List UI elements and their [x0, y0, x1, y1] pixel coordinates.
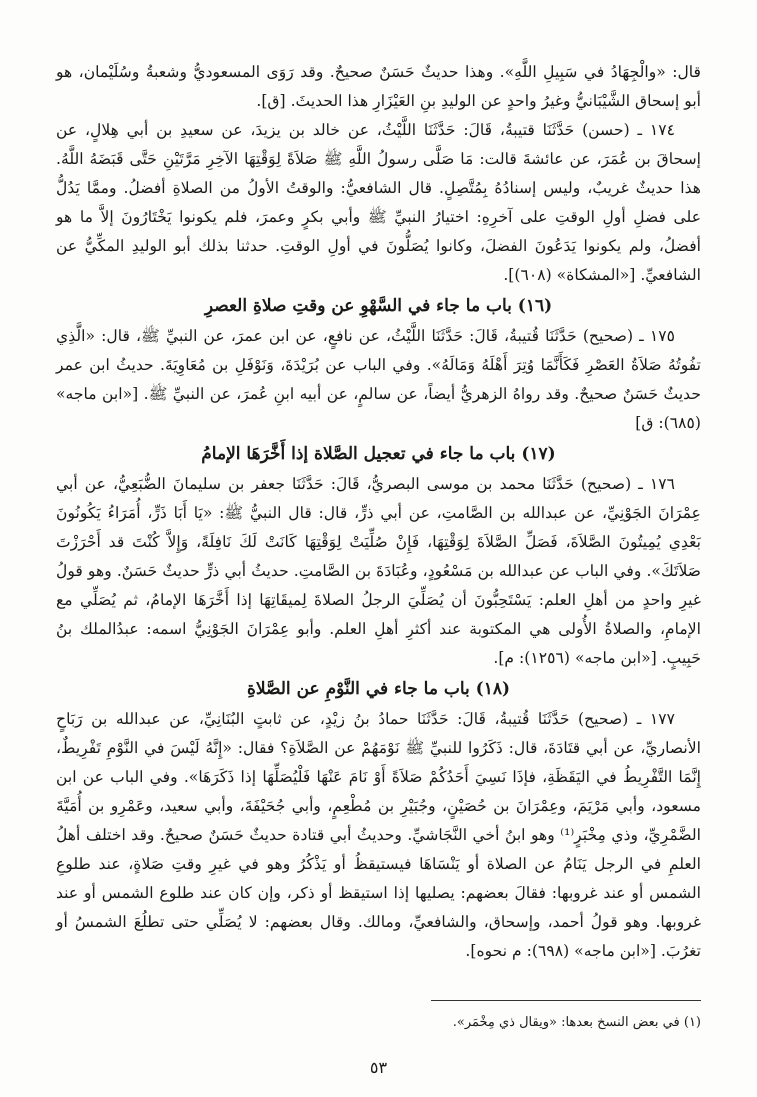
footnote-divider — [431, 1000, 701, 1001]
chapter-heading-16: (١٦) باب ما جاء في السَّهْوِ عن وقتِ صلاةِ العصرِ — [204, 296, 553, 316]
hadith-175: ١٧٥ ـ (صحيح) حَدَّثَنَا قُتيبةُ، قَالَ: حَدَّثَنَا اللَّيْثُ، عن نافعٍ، عن ابن عمرَ، عن النبيِّ ﷺ، قال: «الَّذِي تفُوتُهُ صَلاَةُ العَصْرِ فَكَأَنَّمَا وُتِرَ أَهْلَهُ وَمَالَهُ». وفي الباب عن بُرَيْدَةَ، وَنَوْفَلِ بن مُعَاوِيَةَ. حديثُ ابن عمر حديثٌ حَسَنٌ صحيحٌ. وقد رواهُ الزهريُّ أيضاً، عن سالمٍ، عن أبيه ابنِ عُمرَ، عن النبيِّ ﷺ. [«ابن ماجه» (٦٨٥): ق] — [56, 327, 701, 432]
paragraph-intro: قال: «والْجِهَادُ في سَبِيلِ اللَّهِ». وهذا حديثٌ حَسَنٌ صحيحٌ. وقد رَوَى المسعوديُّ وشعبةُ وسُلَيْمان، هو أبو إسحاق الشَّيْبَانيُّ وغيرُ واحدٍ عن الوليدِ بنِ العَيْزَارِ هذا الحديثَ. [ق]. — [56, 63, 701, 110]
hadith-174: ١٧٤ ـ (حسن) حَدَّثَنَا قتيبةُ، قَالَ: حَدَّثَنَا اللَّيْثُ، عن خالد بن يزيدَ، عن سعيدِ بن أبي هِلالٍ، عن إسحاقَ بن عُمَرَ، عن عائشةَ قالت: مَا صَلَّى رسولُ اللَّهِ ﷺ صَلاَةً لِوَقْتِهَا الآخِرِ مَرَّتَيْنِ حَتَّى قَبَضَهُ اللَّهُ. هذا حديثٌ غريبٌ، وليس إسنادُهُ بِمُتَّصِلٍ. قال الشافعيُّ: والوقتُ الأولُ من الصلاةِ أفضلُ. وممَّا يَدُلُّ على فضلِ أولِ الوقتِ على آخرِهِ: اختيارُ النبيِّ ﷺ وأبي بكرٍ وعمرَ، فلم يكونوا يَخْتَارُونَ إلاَّ ما هو أفضلُ، ولم يكونوا يَدَعُونَ الفضلَ، وكانوا يُصَلُّونَ في أولِ الوقتِ. حدثنا بذلك أبو الوليدِ المكِّيُّ عن الشافعيِّ. [«المشكاة» (٦٠٨)]. — [56, 121, 701, 284]
chapter-heading-17: (١٧) باب ما جاء في تعجيل الصَّلاة إذا أَخَّرَهَا الإمامُ — [201, 444, 556, 464]
hadith-176: ١٧٦ ـ (صحيح) حَدَّثَنَا محمد بن موسى البصريُّ، قَالَ: حَدَّثَنَا جعفر بن سليمانَ الضُّبَعِيُّ، عن أبي عِمْرَانَ الجَوْنِيِّ، عن عبدالله بن الصَّامتِ، عن أبي ذرٍّ، قال: قال النبيُّ ﷺ: «يَا أَبَا ذَرٍّ، أُمَرَاءُ يَكُونُونَ بَعْدِي يُمِيتُونَ الصَّلاَةَ، فَصَلِّ الصَّلاَةَ لِوَقْتِهَا، فَإِنْ صُلِّيَتْ لِوَقْتِهَا كَانَتْ لَكَ نَافِلَةً، وَإِلاَّ كُنْتَ قد أَحْرَزْتَ صَلاَتَكَ». وفي الباب عن عبدالله بن مَسْعُودٍ، وعُبَادَةَ بن الصَّامتِ. حديثُ أبي ذرٍّ حديثٌ حَسَنٌ. وهو قولُ غيرِ واحدٍ من أهلِ العلم: يَسْتَحِبُّونَ أن يُصَلِّيَ الرجلُ الصلاةَ لِميقَاتِهَا إذا أَخَّرَهَا الإمامُ، ثم يُصَلِّي مع الإمامِ، والصلاةُ الأُولى هي المكتوبة عند أكثرِ أهلِ العلم. وأبو عِمْرَانَ الجَوْنِيُّ اسمه: عبدُالملك بنُ حَبِيبٍ. [«ابن ماجه» (١٢٥٦): م]. — [56, 475, 701, 667]
footnote: (١) في بعض النسخ بعدها: «ويقال ذي مِخْمَر». — [452, 1015, 701, 1030]
hadith-177: ١٧٧ ـ (صحيح) حَدَّثَنَا قُتيبةُ، قَالَ: حَدَّثَنَا حمادُ بنُ زيْدٍ، عن ثابتٍ البُنَانِيِّ، عن عبدالله بن رَبَاحٍ الأنصاريِّ، عن أبي قتَادَةَ، قال: ذَكَرُوا للنبيِّ ﷺ نَوْمَهُمْ عن الصَّلاَةِ؟ فقال: «إِنَّهُ لَيْسَ في النَّوْمِ تَفْرِيطٌ، إِنَّمَا التَّفْرِيطُ في اليَقَظَةِ، فإذَا نَسِيَ أَحَدُكُمْ صَلاَةً أَوْ نَامَ عَنْهَا فَلْيُصَلِّهَا إذا ذَكَرَهَا». وفي الباب عن ابن مسعود، وأبي مَرْيَمَ، وعِمْرَانَ بن حُصَيْنٍ، وجُبَيْرِ بن مُطْعِمٍ، وأبي جُحَيْفَةَ، وأبي سعيد، وعَمْرِو بن أُمَيَّةَ الضَّمْرِيِّ، وذي مِخْبَرٍ⁽¹⁾ وهو ابنُ أخي النَّجَاشيِّ. وحديثُ أبي قتادة حديثٌ حَسَنٌ صحيحٌ. وقد اختلف أهلُ العلمِ في الرجل يَنَامُ عن الصلاة أو يَنْسَاهَا فيستيقظُ أو يَذْكُرُ وهو في غيرِ وقتِ صَلاةٍ، عند طلوعِ الشمس أو عند غروبها: فقالَ بعضهم: يصليها إذا استيقظ أو ذكر، وإن كان عند طلوع الشمس أو عند غروبها. وهو قولُ أحمد، وإسحاق، والشافعيِّ، ومالك. وقال بعضهم: لا يُصَلِّي حتى تطلُعَ الشمسُ أو تغرُبَ. [«ابن ماجه» (٦٩٨): م نحوه]. — [56, 710, 701, 960]
chapter-heading-18: (١٨) باب ما جاء في النَّوْمِ عن الصَّلاةِ — [246, 679, 511, 699]
body-text — [56, 58, 701, 966]
page-number: ٥٣ — [369, 1058, 388, 1077]
